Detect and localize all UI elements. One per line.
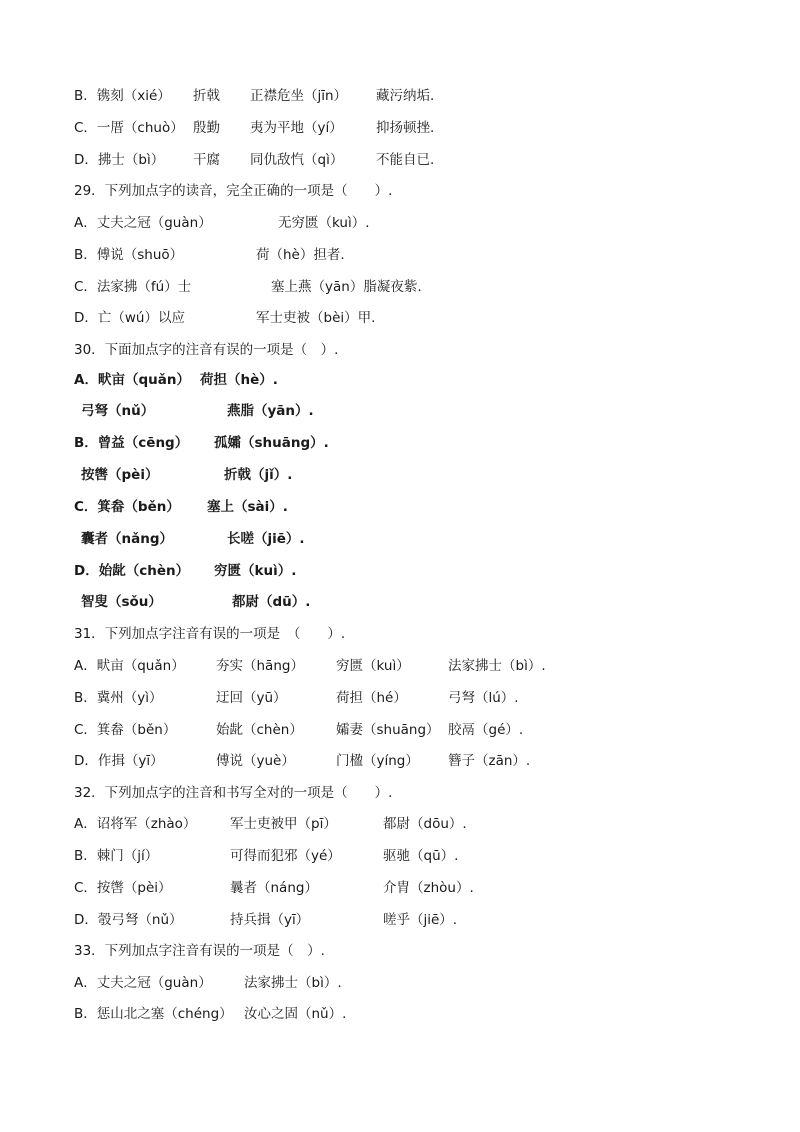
document-line [74, 178, 760, 204]
line-segment: A．畎亩（quǎn） [74, 372, 190, 388]
document-line [74, 210, 760, 236]
line-segment: 32．下列加点字的注音和书写全对的一项是（ ）. [74, 785, 393, 801]
document-line [74, 367, 760, 393]
line-segment: 傅说（yuè） [216, 753, 295, 769]
document-line [74, 685, 760, 711]
line-segment: 都尉（dū）. [232, 594, 311, 610]
line-segment: B．镌刻（xié） [74, 88, 171, 104]
document-line [74, 653, 760, 679]
document-line [74, 970, 760, 996]
line-segment: 塞上燕（yān）脂凝夜紫. [271, 279, 422, 295]
line-segment: 军士吏被（bèi）甲. [256, 310, 376, 326]
line-segment: C．箕畚（běn） [74, 499, 180, 515]
line-segment: C．按辔（pèi） [74, 880, 172, 896]
document-line [74, 83, 760, 109]
line-segment: 穷匮（kuì）. [214, 563, 297, 579]
line-segment: D．作揖（yī） [74, 753, 164, 769]
document-line [74, 242, 760, 268]
line-segment: D．彀弓弩（nǔ） [74, 912, 183, 928]
line-segment: 孤孀（shuāng）. [214, 435, 329, 451]
line-segment: 夷为平地（yí） [250, 120, 343, 136]
document-line [74, 589, 760, 615]
line-segment: 无穷匮（kuì）. [278, 215, 370, 231]
line-segment: 干腐 [193, 152, 220, 168]
line-segment: 簪子（zān）. [448, 753, 531, 769]
line-segment: 智叟（sǒu） [81, 594, 162, 610]
line-segment: B．曾益（cēng） [74, 435, 189, 451]
document-line [74, 147, 760, 173]
document-line [74, 748, 760, 774]
line-segment: B．冀州（yì） [74, 690, 163, 706]
line-segment: 汝心之固（nǔ）. [244, 1006, 347, 1022]
document-line [74, 526, 760, 552]
line-segment: D．拂士（bì） [74, 152, 165, 168]
line-segment: D．亡（wú）以应 [74, 310, 185, 326]
document-line [74, 875, 760, 901]
line-segment: 殷勤 [193, 120, 220, 136]
line-segment: B．傅说（shuō） [74, 247, 184, 263]
line-segment: 31．下列加点字注音有误的一项是 （ ）. [74, 626, 346, 642]
line-segment: 按辔（pèi） [81, 467, 159, 483]
line-segment: 荷担（hé） [336, 690, 407, 706]
document-line [74, 780, 760, 806]
line-segment: 折戟 [193, 88, 220, 104]
line-segment: 驱驰（qū）. [383, 848, 459, 864]
line-segment: 长嗟（jiē）. [227, 531, 305, 547]
line-segment: 不能自已. [376, 152, 435, 168]
line-segment: 抑扬顿挫. [376, 120, 435, 136]
line-segment: 穷匮（kuì） [336, 658, 410, 674]
line-segment: 30．下面加点字的注音有误的一项是（ ）. [74, 342, 339, 358]
line-segment: 曩者（náng） [230, 880, 318, 896]
document-line [74, 907, 760, 933]
document-line [74, 938, 760, 964]
line-segment: 军士吏被甲（pī） [230, 816, 337, 832]
line-segment: 折戟（jǐ）. [224, 467, 293, 483]
line-segment: 塞上（sài）. [207, 499, 288, 515]
line-segment: 33．下列加点字注音有误的一项是（ ）. [74, 943, 325, 959]
document-line [74, 558, 760, 584]
line-segment: 嗟乎（jiē）. [383, 912, 458, 928]
line-segment: C．法家拂（fú）士 [74, 279, 192, 295]
line-segment: 荷（hè）担者. [256, 247, 345, 263]
line-segment: A．诏将军（zhào） [74, 816, 197, 832]
line-segment: 可得而犯邪（yé） [230, 848, 341, 864]
document-line [74, 811, 760, 837]
line-segment: 胶鬲（gé）. [448, 722, 524, 738]
document-line [74, 115, 760, 141]
line-segment: 燕脂（yān）. [227, 403, 314, 419]
line-segment: A．丈夫之冠（guàn） [74, 975, 212, 991]
line-segment: B．惩山北之塞（chéng） [74, 1006, 233, 1022]
line-segment: 始龀（chèn） [216, 722, 303, 738]
line-segment: A．丈夫之冠（guàn） [74, 215, 212, 231]
line-segment: 藏污纳垢. [376, 88, 435, 104]
document-line [74, 337, 760, 363]
document-line [74, 717, 760, 743]
line-segment: 持兵揖（yī） [230, 912, 310, 928]
document-line [74, 398, 760, 424]
line-segment: 迂回（yū） [216, 690, 287, 706]
document-line [74, 462, 760, 488]
line-segment: 都尉（dōu）. [383, 816, 467, 832]
line-segment: 介胄（zhòu）. [383, 880, 474, 896]
document-line [74, 274, 760, 300]
document-line [74, 843, 760, 869]
line-segment: 弓弩（nǔ） [81, 403, 155, 419]
line-segment: 孀妻（shuāng） [336, 722, 440, 738]
line-segment: C．一厝（chuò） [74, 120, 184, 136]
document-line [74, 621, 760, 647]
line-segment: 正襟危坐（jīn） [250, 88, 348, 104]
line-segment: 囊者（nǎng） [81, 531, 173, 547]
line-segment: 法家拂士（bì）. [448, 658, 546, 674]
line-segment: D．始龀（chèn） [74, 563, 190, 579]
document-line [74, 494, 760, 520]
line-segment: 法家拂士（bì）. [244, 975, 342, 991]
line-segment: C．箕畚（běn） [74, 722, 177, 738]
line-segment: 荷担（hè）. [200, 372, 278, 388]
line-segment: 弓弩（lú）. [448, 690, 519, 706]
line-segment: A．畎亩（quǎn） [74, 658, 185, 674]
document-line [74, 305, 760, 331]
line-segment: B．棘门（jí） [74, 848, 159, 864]
document-line [74, 430, 760, 456]
document-line [74, 1001, 760, 1027]
line-segment: 同仇敌忾（qì） [250, 152, 344, 168]
line-segment: 夯实（hāng） [216, 658, 304, 674]
line-segment: 门楹（yíng） [336, 753, 419, 769]
line-segment: 29．下列加点字的读音，完全正确的一项是（ ）. [74, 183, 393, 199]
